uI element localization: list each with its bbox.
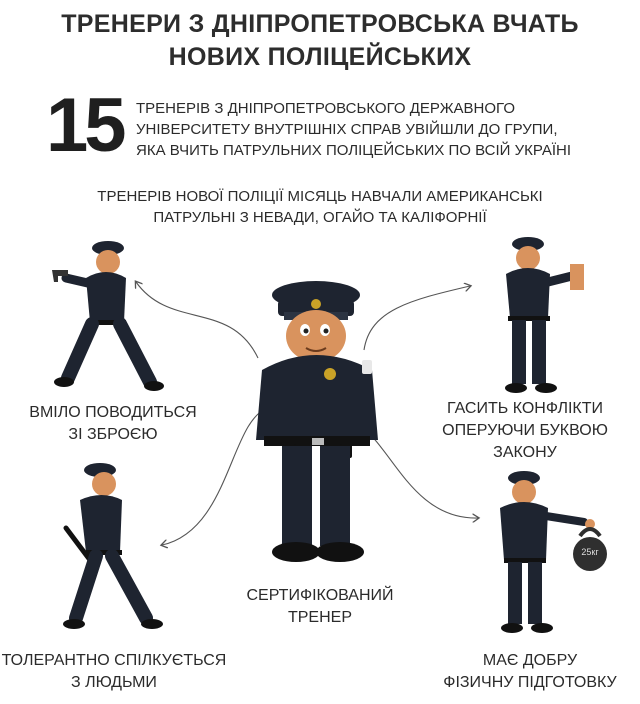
center-line-1: СЕРТИФІКОВАНИЙ	[246, 587, 394, 604]
kettlebell-label: 25кг	[581, 547, 599, 557]
conflict-officer-figure	[505, 237, 584, 393]
stat-number: 15	[46, 83, 123, 168]
arrow-to-weapon	[136, 282, 258, 358]
skill-fitness-line-2: ФІЗИЧНУ ПІДГОТОВКУ	[443, 674, 617, 691]
skill-conflict-line-2: ОПЕРУЮЧИ БУКВОЮ ЗАКОНУ	[442, 422, 608, 461]
title-line-2: НОВИХ ПОЛІЦЕЙСЬКИХ	[168, 43, 472, 71]
skill-tolerance-caption	[0, 650, 228, 694]
subtitle-line-2: ПАТРУЛЬНІ З НЕВАДИ, ОГАЙО ТА КАЛІФОРНІЇ	[153, 209, 487, 226]
skill-weapon-line-2: ЗІ ЗБРОЄЮ	[68, 426, 158, 443]
central-officer-figure	[256, 281, 378, 562]
cap-badge-icon	[311, 299, 321, 309]
skill-weapon-caption	[18, 402, 208, 446]
stop-hand-icon	[570, 264, 584, 290]
title-line-1: ТРЕНЕРИ З ДНІПРОПЕТРОВСЬКА ВЧАТЬ	[61, 10, 579, 38]
weapon-officer-figure	[52, 241, 164, 391]
stat-line-1: ТРЕНЕРІВ З ДНІПРОПЕТРОВСЬКОГО ДЕРЖАВНОГО	[136, 100, 515, 117]
chest-badge-icon	[324, 368, 336, 380]
skill-tolerance-line-2: З ЛЮДЬМИ	[71, 674, 157, 691]
center-line-2: ТРЕНЕР	[287, 609, 352, 626]
stat-line-2: УНІВЕРСИТЕТУ ВНУТРІШНІХ СПРАВ УВІЙШЛИ ДО ГРУПИ,	[136, 121, 558, 138]
tolerance-officer-figure	[63, 463, 163, 629]
stat-line-3: ЯКА ВЧИТЬ ПАТРУЛЬНИХ ПОЛІЦЕЙСЬКИХ ПО ВСІЙ УКРАЇНІ	[136, 142, 572, 159]
skill-weapon-line-1: ВМІЛО ПОВОДИТЬСЯ	[29, 404, 197, 421]
skill-fitness-caption	[430, 650, 630, 694]
certified-trainer-caption	[210, 585, 430, 629]
skill-fitness-line-1: МАЄ ДОБРУ	[482, 652, 578, 669]
subtitle-line-1: ТРЕНЕРІВ НОВОЇ ПОЛІЦІЇ МІСЯЦЬ НАВЧАЛИ АМЕРИКАНСЬКІ	[97, 188, 543, 205]
skill-tolerance-line-1: ТОЛЕРАНТНО СПІЛКУЄТЬСЯ	[1, 652, 227, 669]
arrow-to-conflict	[364, 286, 470, 350]
skill-conflict-line-1: ГАСИТЬ КОНФЛІКТИ	[447, 400, 603, 417]
skill-conflict-caption	[410, 398, 640, 464]
